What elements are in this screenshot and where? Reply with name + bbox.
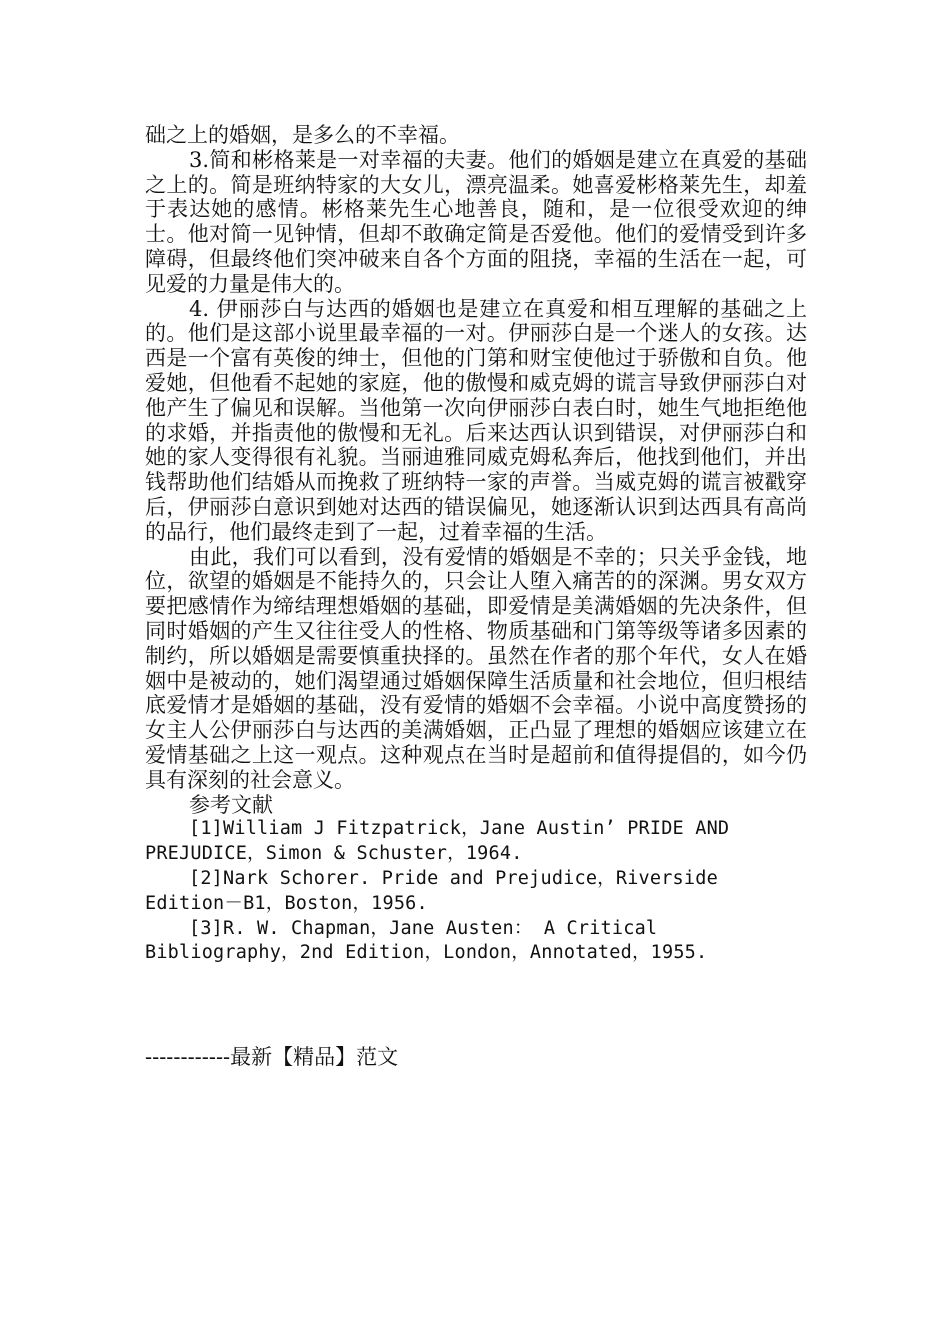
- paragraph-jane-bingley: 3.简和彬格莱是一对幸福的夫妻。他们的婚姻是建立在真爱的基础之上的。简是班纳特家的大女儿，漂亮温柔。她喜爱彬格莱先生，却羞于表达她的感情。彬格莱先生心地善良，随和，是一位很受欢迎的绅士。他对简一见钟情，但却不敢确定简是否爱他。他们的爱情受到许多障碍，但最终他们突冲破来自各个方面的阻挠，幸福的生活在一起，可见爱的力量是伟大的。: [145, 147, 807, 296]
- references-title: 参考文献: [189, 792, 273, 817]
- paragraph-elizabeth-darcy: 4. 伊丽莎白与达西的婚姻也是建立在真爱和相互理解的基础之上的。他们是这部小说里最幸福的一对。伊丽莎白是一个迷人的女孩。达西是一个富有英俊的绅士，但他的门第和财宝使他过于骄傲和自负。他爱她，但他看不起她的家庭，他的傲慢和威克姆的谎言导致伊丽莎白对他产生了偏见和误解。当他第一次向伊丽莎白表白时，她生气地拒绝他的求婚，并指责他的傲慢和无礼。后来达西认识到错误，对伊丽莎白和她的家人变得很有礼貌。当丽迪雅同威克姆私奔后，他找到他们，并出钱帮助他们结婚从而挽救了班纳特一家的声誉。当威克姆的谎言被戳穿后，伊丽莎白意识到她对达西的错误偏见，她逐渐认识到达西具有高尚的品行，他们最终走到了一起，过着幸福的生活。: [145, 296, 807, 544]
- document-body: [145, 123, 807, 966]
- reference-item-3: [3]R. W. Chapman，Jane Austen： A Critical Bibliography，2nd Edition，London，Annotated，1955.: [145, 917, 708, 964]
- reference-item-2: [2]Nark Schorer. Pride and Prejudice，Riverside Edition－B1，Boston，1956.: [145, 867, 718, 914]
- paragraph-conclusion: 由此，我们可以看到，没有爱情的婚姻是不幸的；只关乎金钱，地位，欲望的婚姻是不能持久的，只会让人堕入痛苦的的深渊。男女双方要把感情作为缔结理想婚姻的基础，即爱情是美满婚姻的先决条件，但同时婚姻的产生又往往受人的性格、物质基础和门第等级等诸多因素的制约，所以婚姻是需要慎重抉择的。虽然在作者的那个年代，女人在婚姻中是被动的，她们渴望通过婚姻保障生活质量和社会地位，但归根结底爱情才是婚姻的基础，没有爱情的婚姻不会幸福。小说中高度赞扬的女主人公伊丽莎白与达西的美满婚姻，正凸显了理想的婚姻应该建立在爱情基础之上这一观点。这种观点在当时是超前和值得提倡的，如今仍具有深刻的社会意义。: [145, 544, 807, 792]
- footer-banner: ------------最新【精品】范文: [145, 1045, 399, 1069]
- paragraph-continuation: 础之上的婚姻，是多么的不幸福。: [145, 123, 460, 147]
- reference-item-1: [1]William J Fitzpatrick，Jane Austin’ PRIDE AND PREJUDICE，Simon & Schuster，1964.: [145, 818, 730, 865]
